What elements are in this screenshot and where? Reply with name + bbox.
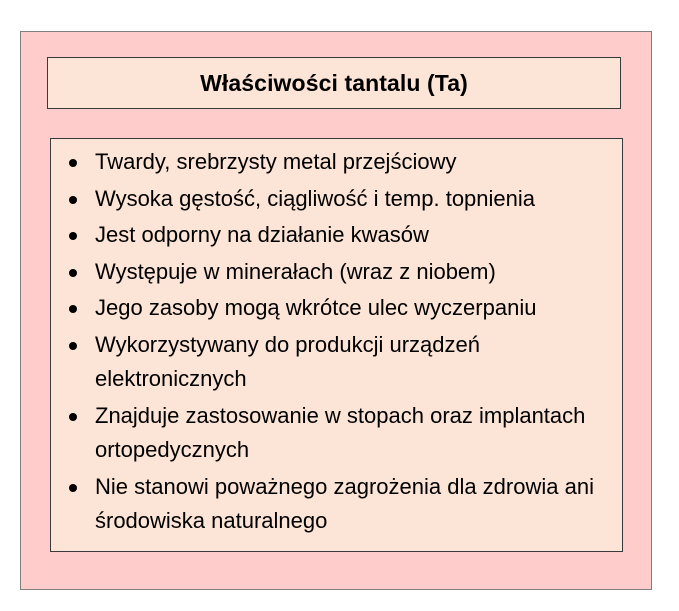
list-item-text: Wykorzystywany do produkcji urządzeń elektronicznych — [95, 331, 480, 391]
bullet-icon — [69, 305, 77, 313]
bullet-icon — [69, 196, 77, 204]
list-item — [51, 255, 622, 290]
bullet-icon — [69, 269, 77, 277]
list-item — [51, 328, 622, 397]
list-item — [51, 182, 622, 217]
list-item-text: Jest odporny na działanie kwasów — [95, 222, 429, 247]
list-item — [51, 399, 622, 468]
list-item-text: Znajduje zastosowanie w stopach oraz implantach ortopedycznych — [95, 402, 586, 462]
list-item-text: Twardy, srebrzysty metal przejściowy — [95, 149, 457, 174]
properties-box — [50, 138, 623, 552]
list-item — [51, 218, 622, 253]
bullet-icon — [69, 232, 77, 240]
list-item-text: Wysoka gęstość, ciągliwość i temp. topnienia — [95, 185, 535, 211]
bullet-icon — [69, 342, 77, 350]
bullet-icon — [69, 413, 77, 421]
bullet-icon — [69, 484, 77, 492]
list-item-text: Występuje w minerałach (wraz z niobem) — [95, 258, 496, 284]
list-item — [51, 470, 622, 539]
list-item — [51, 145, 622, 180]
page-title: Właściwości tantalu (Ta) — [200, 69, 468, 96]
list-item-text: Jego zasoby mogą wkrótce ulec wyczerpaniu — [95, 295, 537, 320]
list-item-text: Nie stanowi poważnego zagrożenia dla zdrowia ani środowiska naturalnego — [95, 473, 594, 533]
title-box — [47, 57, 621, 109]
properties-list — [51, 139, 622, 539]
bullet-icon — [69, 159, 77, 167]
list-item — [51, 291, 622, 326]
